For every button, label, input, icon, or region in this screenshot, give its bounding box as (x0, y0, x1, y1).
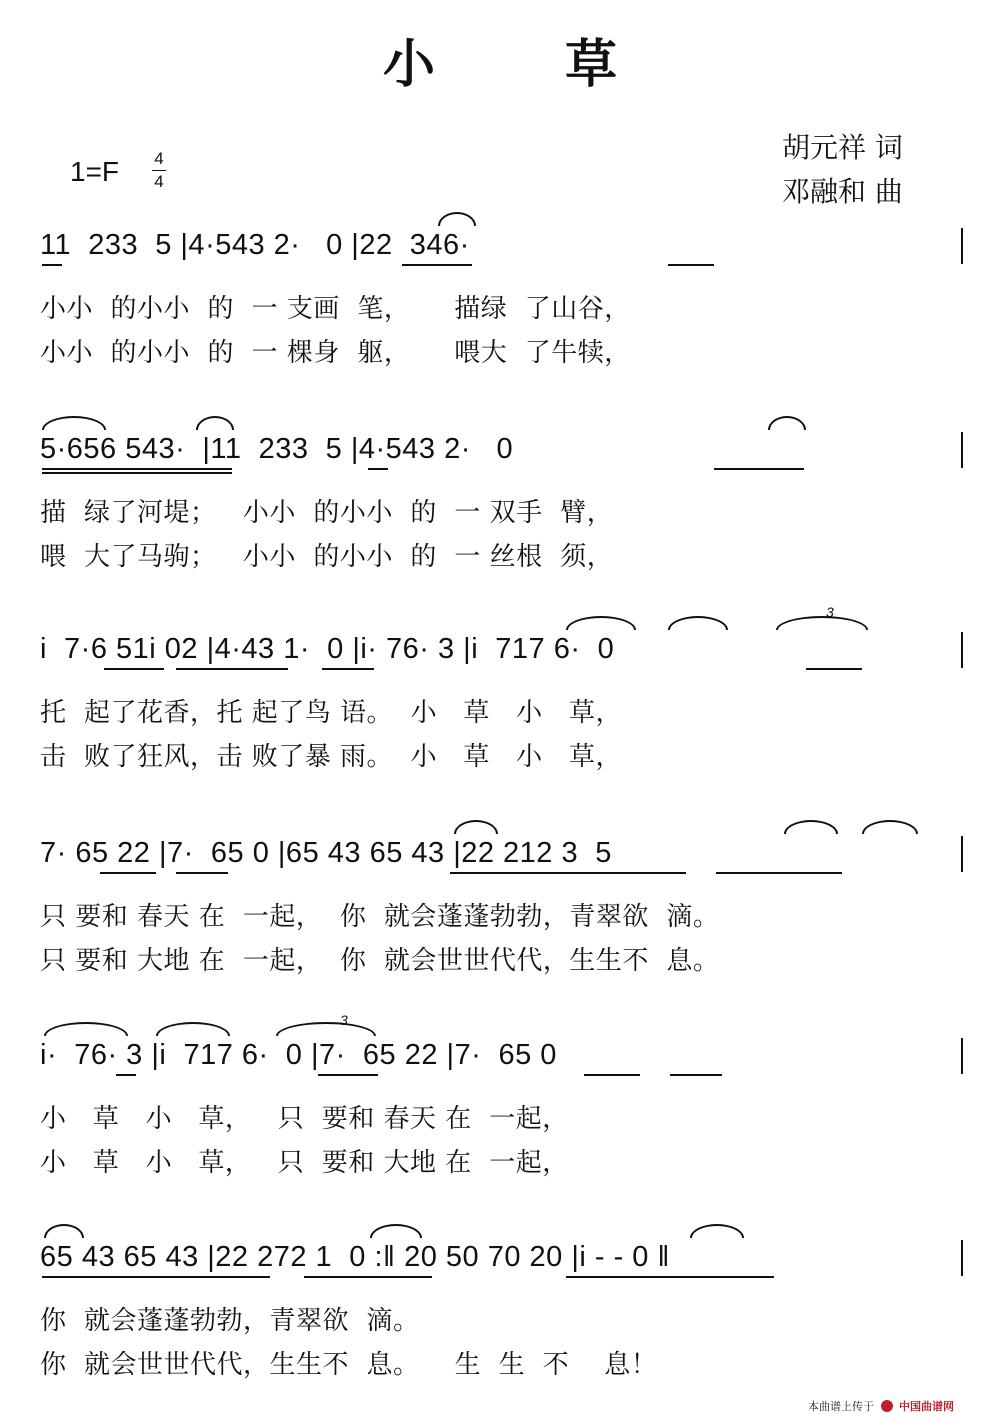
notation-line: 11 233 5 |4·543 2· 0 |22 346· (40, 229, 470, 261)
time-signature-bottom: 4 (154, 172, 164, 191)
triplet-mark: 3 (340, 1012, 348, 1028)
underline-mark (116, 1074, 136, 1076)
lyrics-verse-2: 小小 的小小 的 一 棵身 躯， 喂大 了牛犊， (40, 338, 631, 368)
underline-mark (714, 468, 804, 470)
footer-site-name[interactable]: 中国曲谱网 (899, 1400, 954, 1413)
time-signature (150, 148, 168, 193)
lyrics-verse-2: 小 草 小 草， 只 要和 大地 在 一起， (40, 1148, 569, 1178)
lyrics-verse-1: 小小 的小小 的 一 支画 笔， 描绿 了山谷， (40, 294, 631, 324)
lyrics-verse-2: 喂 大了马驹； 小小 的小小 的 一 丝根 须， (40, 542, 614, 572)
footer-watermark (808, 1398, 954, 1414)
barline (961, 1240, 963, 1276)
lyrics-verse-1: 托 起了花香，托 起了鸟 语。 小 草 小 草， (40, 698, 622, 728)
underline-mark (104, 668, 164, 670)
slur-mark (44, 1224, 84, 1238)
notation-line: i 7·6 51i 02 |4·43 1· 0 |i· 76· 3 |i 717 6· 0 (40, 633, 615, 665)
underline-mark (450, 872, 686, 874)
slur-mark (42, 416, 106, 430)
underline-mark (100, 872, 156, 874)
lyrics-verse-1: 描 绿了河堤； 小小 的小小 的 一 双手 臂， (40, 498, 614, 528)
key-signature: 1=F (70, 156, 120, 187)
lyrics-verse-2: 你 就会世世代代，生生不 息。 生 生 不 息！ (40, 1350, 658, 1380)
barline (961, 432, 963, 468)
underline-mark (176, 668, 288, 670)
slur-mark (668, 616, 728, 630)
underline-mark (566, 1276, 774, 1278)
underline-mark (322, 668, 374, 670)
underline-mark (42, 1276, 270, 1278)
barline (961, 836, 963, 872)
slur-mark (44, 1022, 128, 1036)
underline-mark (368, 468, 388, 470)
barline (961, 1038, 963, 1074)
underline-mark (176, 872, 228, 874)
lyrics-verse-1: 只 要和 春天 在 一起， 你 就会蓬蓬勃勃，青翠欲 滴。 (40, 902, 720, 932)
time-signature-top: 4 (154, 149, 164, 168)
slur-mark (196, 416, 234, 430)
underline-mark (42, 264, 62, 266)
lyrics-verse-1: 小 草 小 草， 只 要和 春天 在 一起， (40, 1104, 569, 1134)
lyricist-credit: 胡元祥 词 (782, 131, 903, 164)
underline-mark (584, 1074, 640, 1076)
slur-mark (276, 1022, 376, 1036)
underline-mark (668, 264, 714, 266)
lyrics-verse-1: 你 就会蓬蓬勃勃，青翠欲 滴。 (40, 1306, 420, 1336)
underline-mark (42, 472, 232, 474)
slur-mark (768, 416, 806, 430)
slur-mark (784, 820, 838, 834)
slur-mark (776, 616, 868, 630)
site-logo-icon (881, 1400, 893, 1412)
notation-line: 65 43 65 43 |22 272 1 0 :‖ 20 50 70 20 |i - - 0 ‖ (40, 1241, 670, 1273)
underline-mark (716, 872, 842, 874)
song-title: 小 草 (382, 34, 674, 95)
slur-mark (454, 820, 498, 834)
underline-mark (402, 264, 472, 266)
underline-mark (42, 468, 232, 470)
slur-mark (370, 1224, 422, 1238)
underline-mark (318, 1074, 378, 1076)
notation-line: 7· 65 22 |7· 65 0 |65 43 65 43 |22 212 3 5 (40, 837, 612, 869)
footer-upload-text: 本曲谱上传于 (808, 1400, 874, 1413)
slur-mark (862, 820, 918, 834)
slur-mark (690, 1224, 744, 1238)
lyrics-verse-2: 击 败了狂风，击 败了暴 雨。 小 草 小 草， (40, 742, 622, 772)
slur-mark (438, 212, 476, 226)
composer-credit: 邓融和 曲 (782, 175, 903, 208)
barline (961, 632, 963, 668)
underline-mark (304, 1276, 432, 1278)
underline-mark (670, 1074, 722, 1076)
underline-mark (806, 668, 862, 670)
notation-line: i· 76· 3 |i 717 6· 0 |7· 65 22 |7· 65 0 (40, 1039, 557, 1071)
slur-mark (566, 616, 636, 630)
slur-mark (156, 1022, 230, 1036)
triplet-mark: 3 (826, 604, 834, 620)
lyrics-verse-2: 只 要和 大地 在 一起， 你 就会世世代代，生生不 息。 (40, 946, 720, 976)
barline (961, 228, 963, 264)
notation-line: 5·656 543· |11 233 5 |4·543 2· 0 (40, 433, 514, 465)
